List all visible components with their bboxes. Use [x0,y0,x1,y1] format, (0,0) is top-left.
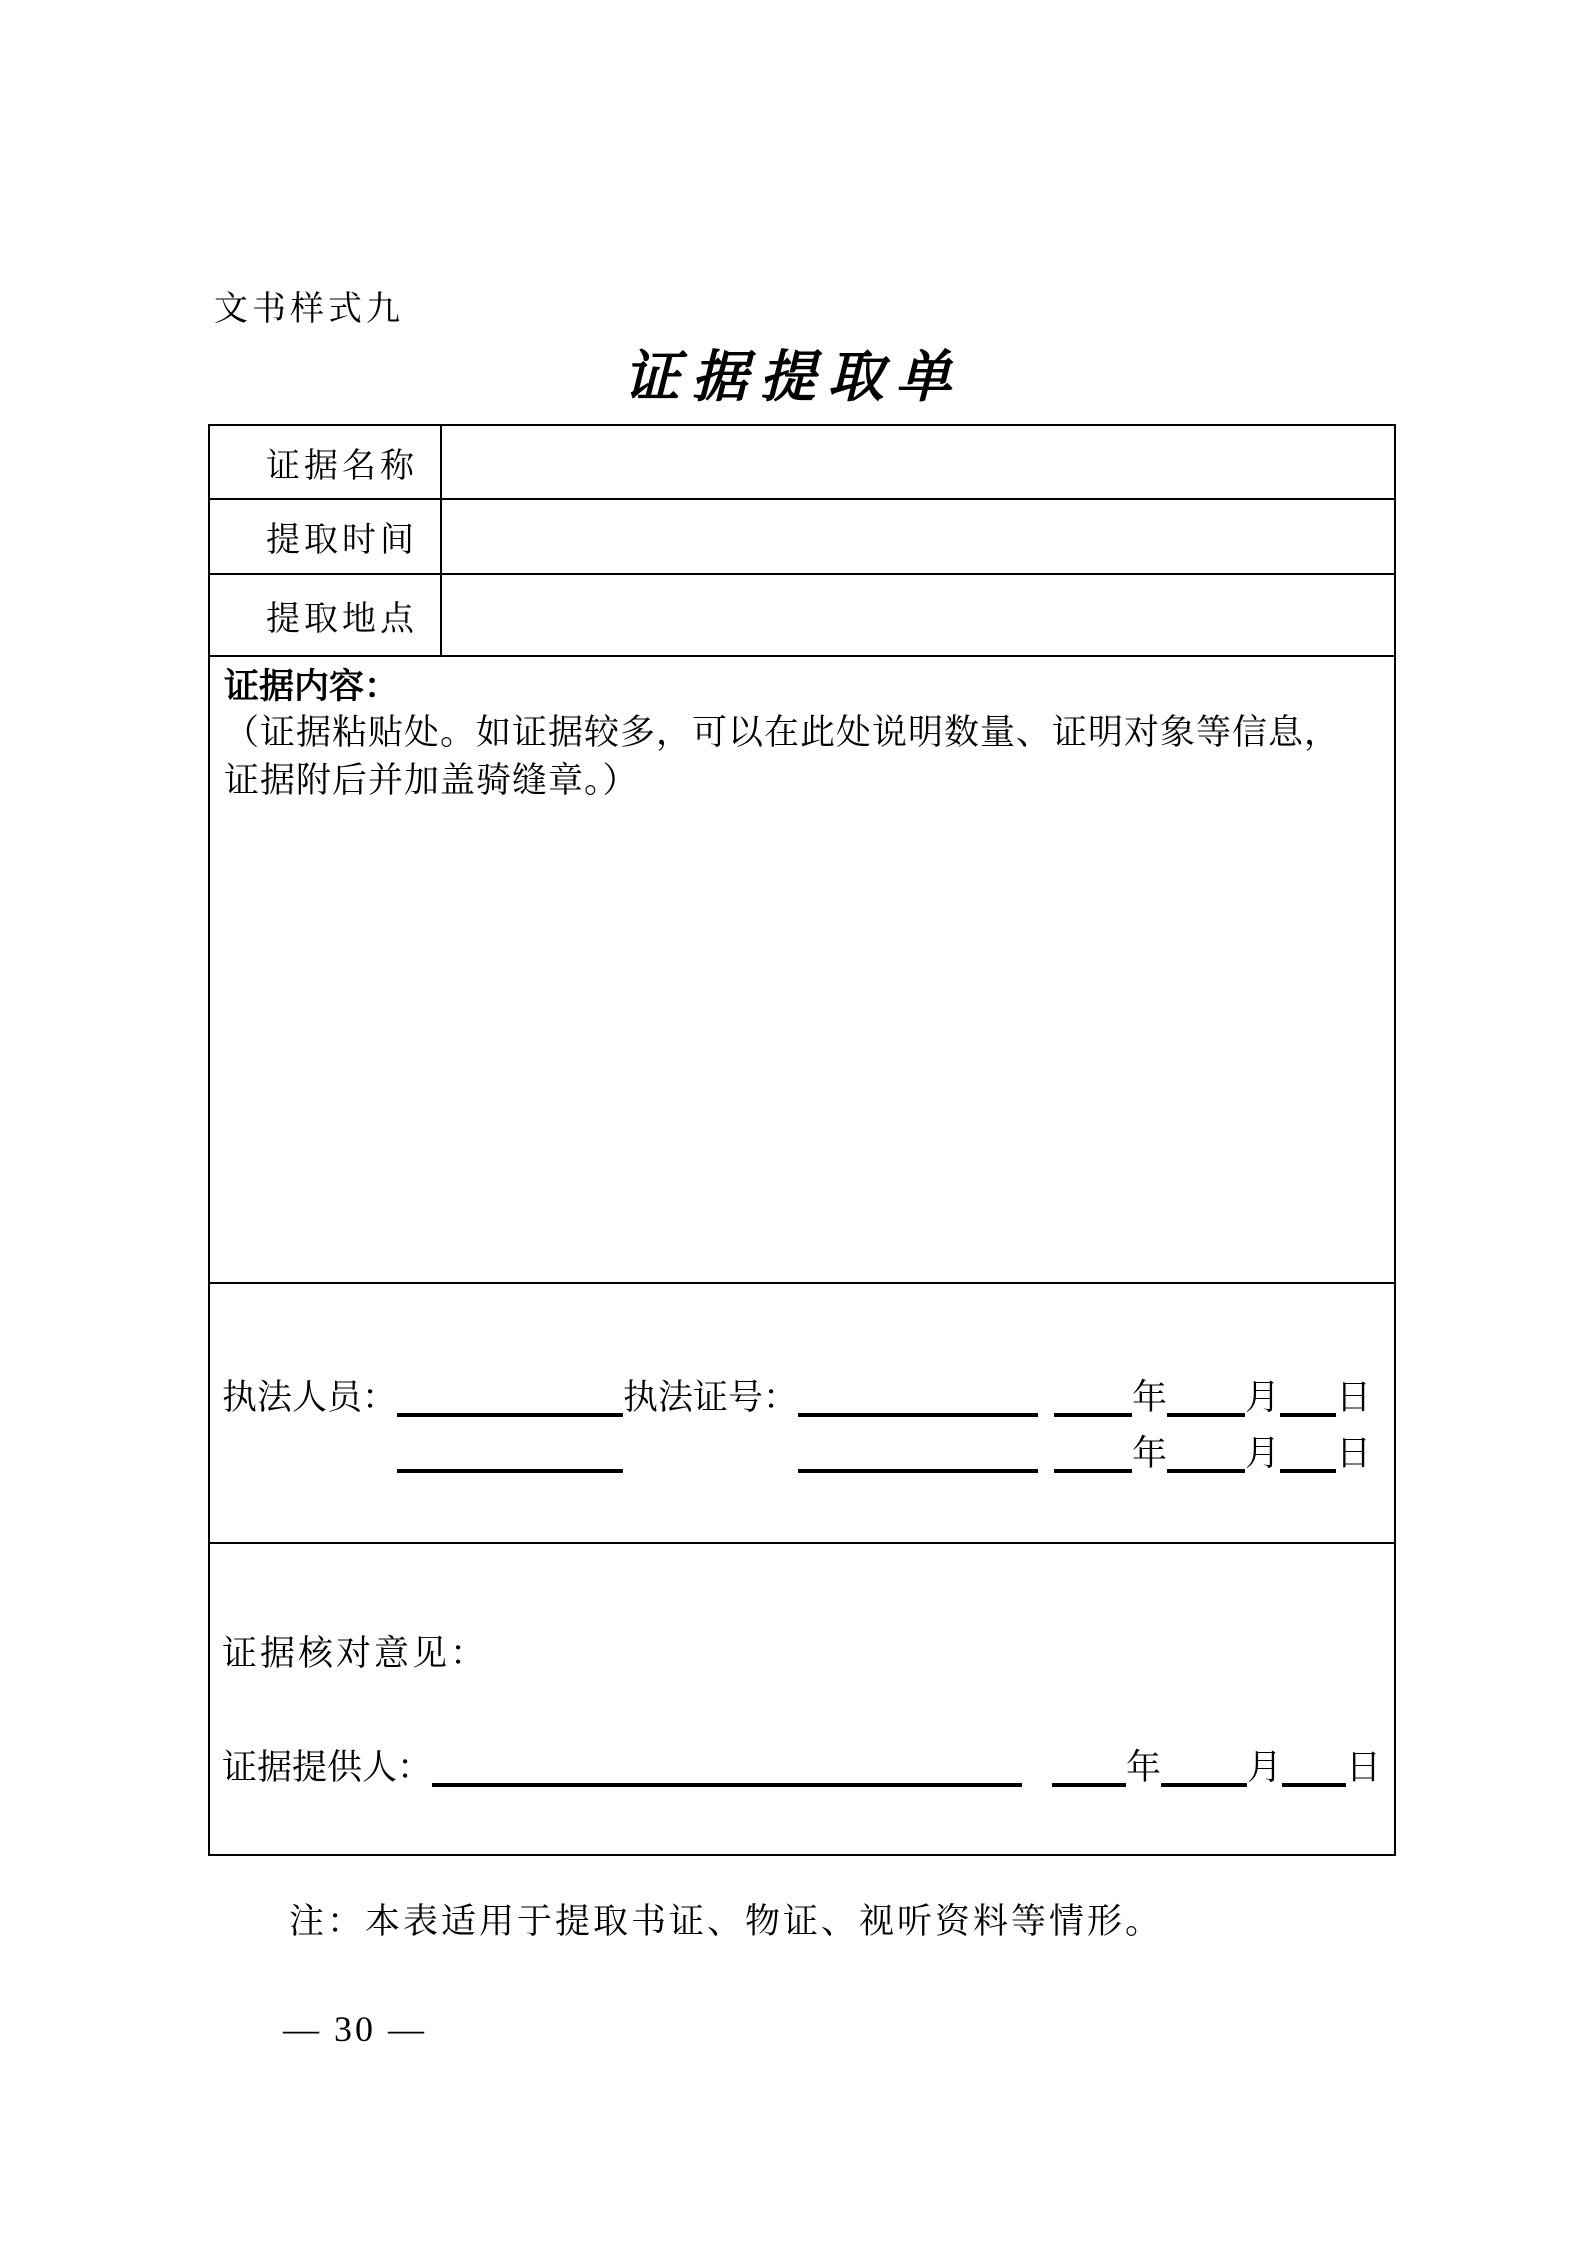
table-row-extraction-time [210,500,1394,575]
officer-line-1 [222,1370,1394,1426]
year-label: 年 [1132,1434,1168,1473]
fill-in-blank-provider-day [1282,1783,1346,1787]
row-label-extraction-time: 提取时间 [210,500,442,573]
month-label: 月 [1245,1434,1281,1473]
review-opinion-heading: 证据核对意见： [222,1634,489,1673]
row-value-evidence-name [442,426,1394,498]
evidence-review-section [210,1544,1394,1852]
fill-in-blank-month-1 [1167,1413,1245,1417]
doc-style-label: 文书样式九 [214,291,404,328]
evidence-content-heading: 证据内容： [224,667,400,706]
evidence-content-hint-line1: （证据粘贴处。如证据较多，可以在此处说明数量、证明对象等信息， [224,713,1341,752]
fill-in-blank-year-1 [1054,1413,1132,1417]
row-value-extraction-place [442,575,1394,655]
fill-in-blank-officer-name-2 [397,1469,623,1473]
month-label: 月 [1245,1378,1281,1417]
officer-label: 执法人员： [222,1378,398,1417]
day-label: 日 [1346,1748,1382,1787]
fill-in-blank-cert-number-1 [798,1413,1038,1417]
form-title: 证据提取单 [623,347,964,409]
evidence-table [208,424,1396,1856]
year-label: 年 [1132,1378,1168,1417]
officer-signature-section [210,1284,1394,1544]
fill-in-blank-month-2 [1167,1469,1245,1473]
year-label: 年 [1126,1748,1162,1787]
fill-in-blank-officer-name-1 [397,1413,623,1417]
fill-in-blank-provider-year [1052,1783,1126,1787]
day-label: 日 [1336,1434,1372,1473]
row-label-extraction-place: 提取地点 [210,575,442,655]
row-value-extraction-time [442,500,1394,573]
fill-in-blank-year-2 [1054,1469,1132,1473]
table-row-extraction-place [210,575,1394,657]
fill-in-blank-cert-number-2 [798,1469,1038,1473]
fill-in-blank-provider-month [1161,1783,1247,1787]
fill-in-blank-provider-name [432,1783,1022,1787]
table-row-evidence-name [210,426,1394,500]
evidence-content-section [210,657,1394,1284]
fill-in-blank-day-2 [1280,1469,1336,1473]
footer-note: 注：本表适用于提取书证、物证、视听资料等情形。 [289,1902,1164,1941]
officer-line-2 [222,1426,1394,1482]
provider-line [222,1740,1394,1796]
provider-label: 证据提供人： [222,1748,433,1787]
page-number: — 30 — [283,2009,427,2049]
day-label: 日 [1336,1378,1372,1417]
row-label-evidence-name: 证据名称 [210,426,442,498]
fill-in-blank-day-1 [1280,1413,1336,1417]
evidence-content-hint-line2: 证据附后并加盖骑缝章。） [224,761,639,800]
cert-number-label: 执法证号： [623,1378,799,1417]
month-label: 月 [1247,1748,1283,1787]
